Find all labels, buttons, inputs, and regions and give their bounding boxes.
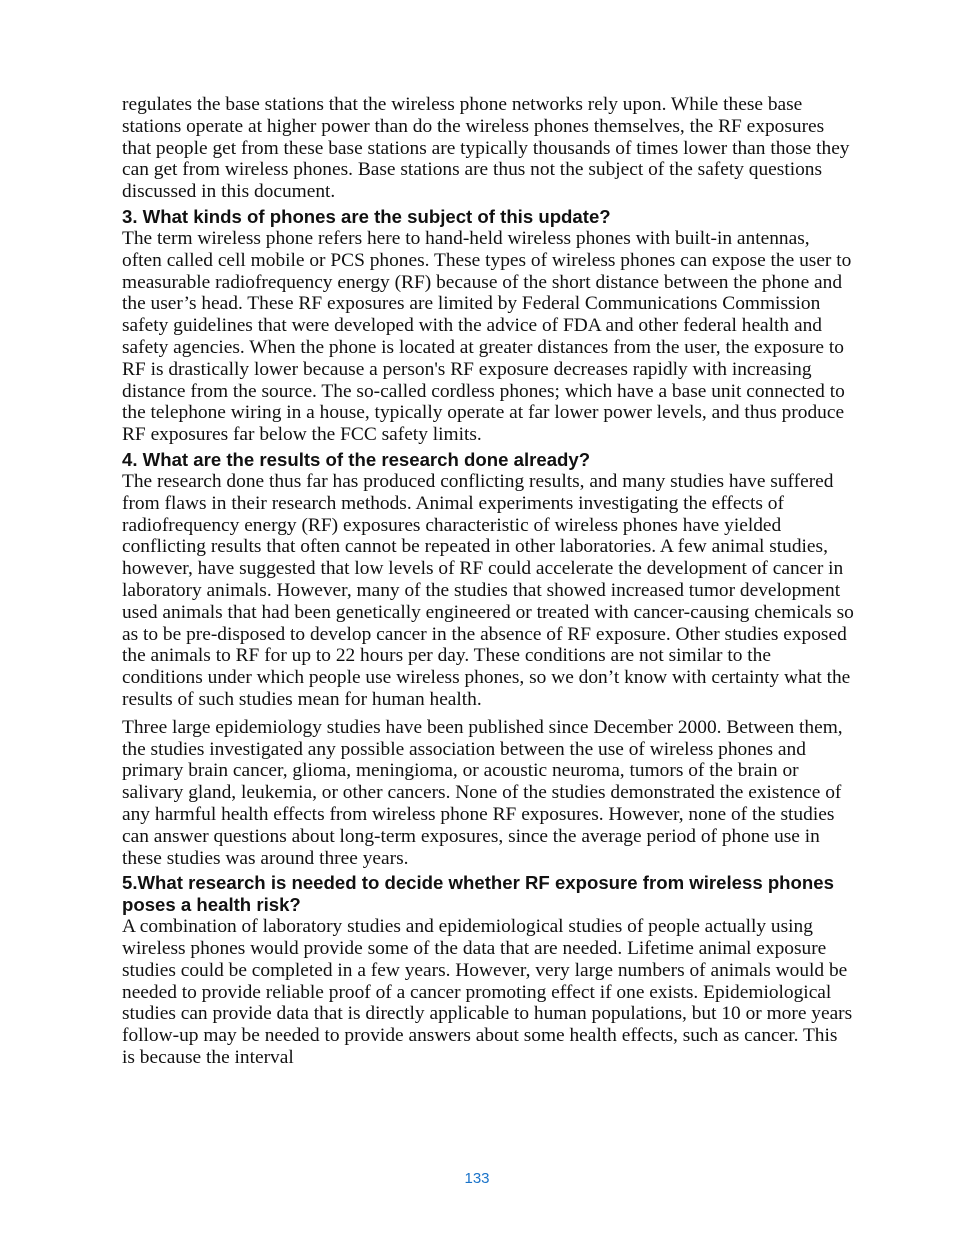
document-page bbox=[122, 94, 854, 1069]
section-4-paragraph-2: Three large epidemiology studies have been published since December 2000. Between them, the studies investigated any possible association between the use of wireless phones and primary brain cancer, glioma, meningioma, or acoustic neuroma, tumors of the brain or salivary gland, leukemia, or other cancers. None of the studies demonstrated the existence of any harmful health effects from wireless phone RF exposures. However, none of the studies can answer questions about long-term exposures, since the average period of phone use in these studies was around three years. bbox=[122, 716, 843, 869]
section-5-paragraph: A combination of laboratory studies and epidemiological studies of people actually using wireless phones would provide some of the data that are needed. Lifetime animal exposure studies could be completed in a few years. However, very large numbers of animals would be needed to provide reliable proof of a cancer promoting effect if one exists. Epidemiological studies can provide data that is directly applicable to human populations, but 10 or more years follow-up may be needed to provide answers about some health effects, such as cancer. This is because the interval bbox=[122, 916, 853, 1069]
section-4-paragraph-1: The research done thus far has produced conflicting results, and many studies have suffered from flaws in their research methods. Animal experiments investigating the effects of radiofrequency energy (RF) exposures characteristic of wireless phones have yielded conflicting results that often cannot be repeated in other laboratories. A few animal studies, however, have suggested that low levels of RF could accelerate the development of cancer in laboratory animals. However, many of the studies that showed increased tumor development used animals that had been genetically engineered or treated with cancer-causing chemicals so as to be pre-disposed to develop cancer in the absence of RF exposure. Other studies exposed the animals to RF for up to 22 hours per day. These conditions are not similar to the conditions under which people use wireless phones, so we don’t know with certainty what the results of such studies mean for human health. bbox=[122, 470, 854, 710]
page-number: 133 bbox=[464, 1170, 490, 1187]
section-5-heading: 5.What research is needed to decide whether RF exposure from wireless phones poses a health risk? bbox=[122, 872, 834, 916]
section-3-paragraph: The term wireless phone refers here to hand-held wireless phones with built-in antennas, often called cell mobile or PCS phones. These types of wireless phones can expose the user to measurable radiofrequency energy (RF) because of the short distance between the phone and the user’s head. These RF exposures are limited by Federal Communications Commission safety guidelines that were developed with the advice of FDA and other federal health and safety agencies. When the phone is located at greater distances from the user, the exposure to RF is drastically lower because a person's RF exposure decreases rapidly with increasing distance from the source. The so-called cordless phones; which have a base unit connected to the telephone wiring in a house, typically operate at far lower power levels, and thus produce RF exposures far below the FCC safety limits. bbox=[122, 227, 852, 446]
intro-paragraph: regulates the base stations that the wireless phone networks rely upon. While these base stations operate at higher power than do the wireless phones themselves, the RF exposures that people get from these base stations are typically thousands of times lower than those they can get from wireless phones. Base stations are thus not the subject of the safety questions discussed in this document. bbox=[122, 94, 850, 203]
section-4-heading: 4. What are the results of the research done already? bbox=[122, 448, 591, 470]
section-3-heading: 3. What kinds of phones are the subject of this update? bbox=[122, 205, 611, 227]
